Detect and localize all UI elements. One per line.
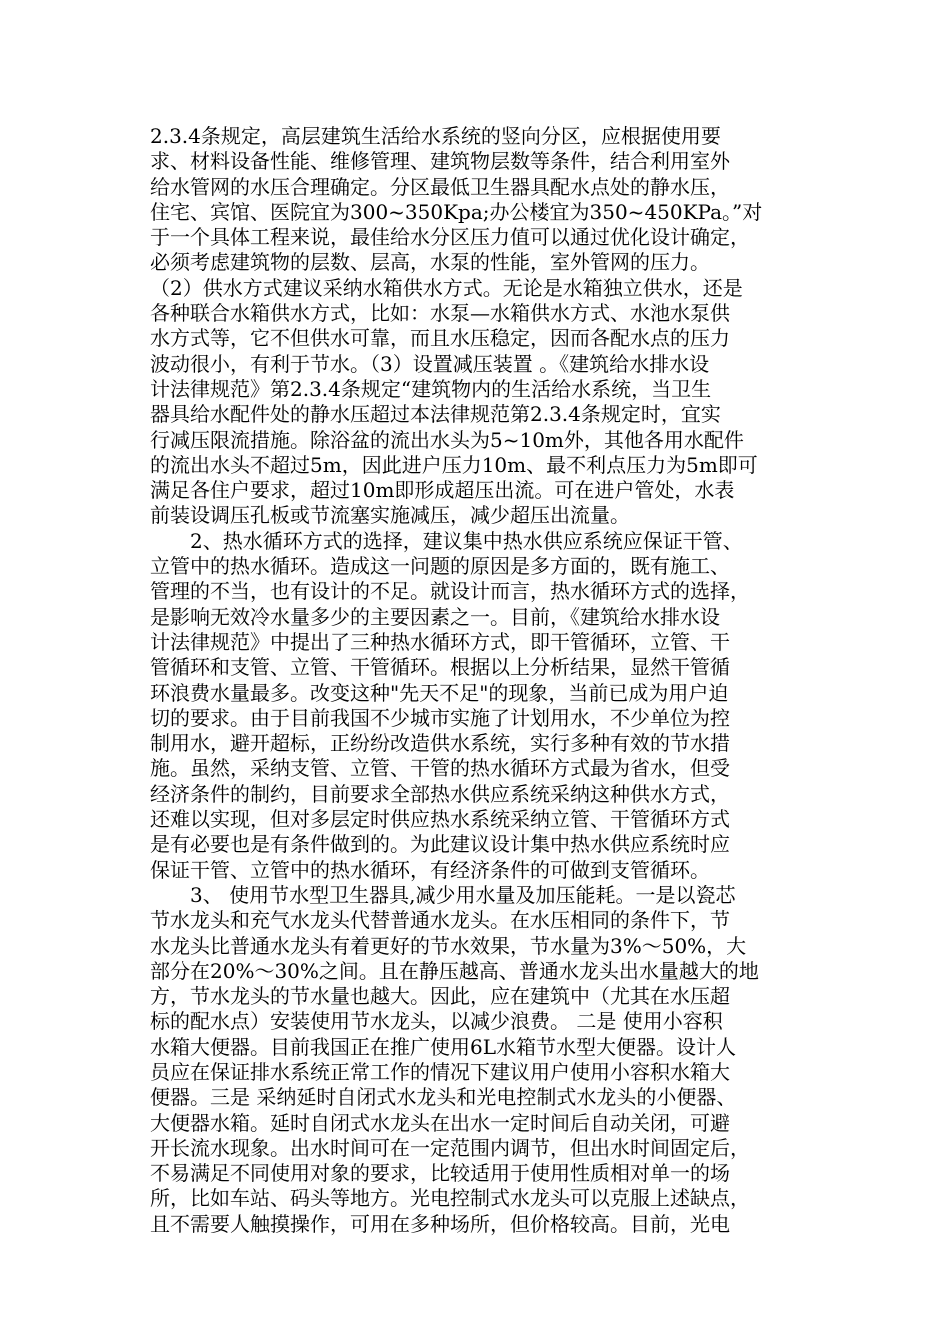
- text-line: 且不需要人触摸操作，可用在多种场所，但价格较高。目前，光电: [150, 1211, 730, 1236]
- text-line: 2、热水循环方式的选择，建议集中热水供应系统应保证干管、: [150, 528, 743, 553]
- text-line: 节水龙头和充气水龙头代替普通水龙头。在水压相同的条件下，节: [150, 908, 730, 933]
- text-line: 开长流水现象。出水时间可在一定范围内调节，但出水时间固定后，: [150, 1135, 750, 1160]
- text-line: 切的要求。由于目前我国不少城市实施了计划用水，不少单位为控: [150, 705, 730, 730]
- text-line: 管理的不当，也有设计的不足。就设计而言，热水循环方式的选择，: [150, 579, 750, 604]
- text-line: 员应在保证排水系统正常工作的情况下建议用户使用小容积水箱大: [150, 1059, 730, 1084]
- text-line: 行减压限流措施。除浴盆的流出水头为5~10m外，其他各用水配件: [150, 427, 744, 452]
- text-line: 保证干管、立管中的热水循环，有经济条件的可做到支管循环。: [150, 857, 710, 882]
- body-text: [150, 124, 810, 1237]
- text-line: 必须考虑建筑物的层数、层高，水泵的性能，室外管网的压力。: [150, 250, 710, 275]
- text-line: 2.3.4条规定，高层建筑生活给水系统的竖向分区，应根据使用要: [150, 124, 721, 148]
- text-line: 还难以实现，但对多层定时供应热水系统采纳立管、干管循环方式: [150, 807, 730, 832]
- text-line: 是有必要也是有条件做到的。为此建议设计集中热水供应系统时应: [150, 832, 730, 857]
- text-line: 器具给水配件处的静水压超过本法律规范第2.3.4条规定时，宜实: [150, 402, 721, 427]
- text-line: 水龙头比普通水龙头有着更好的节水效果，节水量为3%～50%，大: [150, 933, 747, 958]
- text-line: 大便器水箱。延时自闭式水龙头在出水一定时间后自动关闭，可避: [150, 1110, 730, 1135]
- text-line: 便器。三是 采纳延时自闭式水龙头和光电控制式水龙头的小便器、: [150, 1085, 737, 1110]
- text-line: 制用水，避开超标，正纷纷改造供水系统，实行多种有效的节水措: [150, 731, 730, 756]
- text-line: 各种联合水箱供水方式，比如：水泵—水箱供水方式、水池水泵供: [150, 301, 730, 326]
- text-line: 立管中的热水循环。造成这一问题的原因是多方面的，既有施工、: [150, 554, 730, 579]
- text-line: 满足各住户要求，超过10m即形成超压出流。可在进户管处，水表: [150, 478, 735, 503]
- text-line: 方，节水龙头的节水量也越大。因此，应在建筑中（尤其在水压超: [150, 984, 730, 1009]
- text-line: 标的配水点）安装使用节水龙头，以减少浪费。 二是 使用小容积: [150, 1009, 723, 1034]
- text-line: 求、材料设备性能、维修管理、建筑物层数等条件，结合利用室外: [150, 149, 730, 174]
- text-line: 3、 使用节水型卫生器具,减少用水量及加压能耗。一是以瓷芯: [150, 882, 736, 907]
- text-line: 于一个具体工程来说，最佳给水分区压力值可以通过优化设计确定，: [150, 225, 750, 250]
- text-line: 计法律规范》第2.3.4条规定“建筑物内的生活给水系统，当卫生: [150, 376, 712, 401]
- text-line: 不易满足不同使用对象的要求，比较适用于使用性质相对单一的场: [150, 1161, 730, 1186]
- text-line: 经济条件的制约，目前要求全部热水供应系统采纳这种供水方式，: [150, 781, 730, 806]
- text-line: 住宅、宾馆、医院宜为300~350Kpa;办公楼宜为350~450KPa。”对: [150, 199, 763, 224]
- text-line: 施。虽然，采纳支管、立管、干管的热水循环方式最为省水，但受: [150, 756, 730, 781]
- text-line: 环浪费水量最多。改变这种"先天不足"的现象，当前已成为用户迫: [150, 680, 729, 705]
- text-line: 是影响无效冷水量多少的主要因素之一。目前，《建筑给水排水设: [150, 604, 720, 629]
- text-line: 前装设调压孔板或节流塞实施减压，减少超压出流量。: [150, 503, 630, 528]
- text-line: 的流出水头不超过5m，因此进户压力10m、最不利点压力为5m即可: [150, 452, 758, 477]
- text-line: 所，比如车站、码头等地方。光电控制式水龙头可以克服上述缺点，: [150, 1186, 750, 1211]
- text-line: 水方式等，它不但供水可靠，而且水压稳定，因而各配水点的压力: [150, 326, 730, 351]
- text-line: 部分在20%～30%之间。且在静压越高、普通水龙头出水量越大的地: [150, 958, 759, 983]
- text-line: 管循环和支管、立管、干管循环。根据以上分析结果，显然干管循: [150, 655, 730, 680]
- text-line: 水箱大便器。目前我国正在推广使用6L水箱节水型大便器。设计人: [150, 1034, 737, 1059]
- text-line: （2）供水方式建议采纳水箱供水方式。无论是水箱独立供水，还是: [150, 275, 743, 300]
- text-line: 给水管网的水压合理确定。分区最低卫生器具配水点处的静水压，: [150, 174, 730, 199]
- text-line: 波动很小，有利于节水。（3）设置减压装置 。《建筑给水排水设: [150, 351, 710, 376]
- text-line: 计法律规范》中提出了三种热水循环方式，即干管循环，立管、干: [150, 629, 730, 654]
